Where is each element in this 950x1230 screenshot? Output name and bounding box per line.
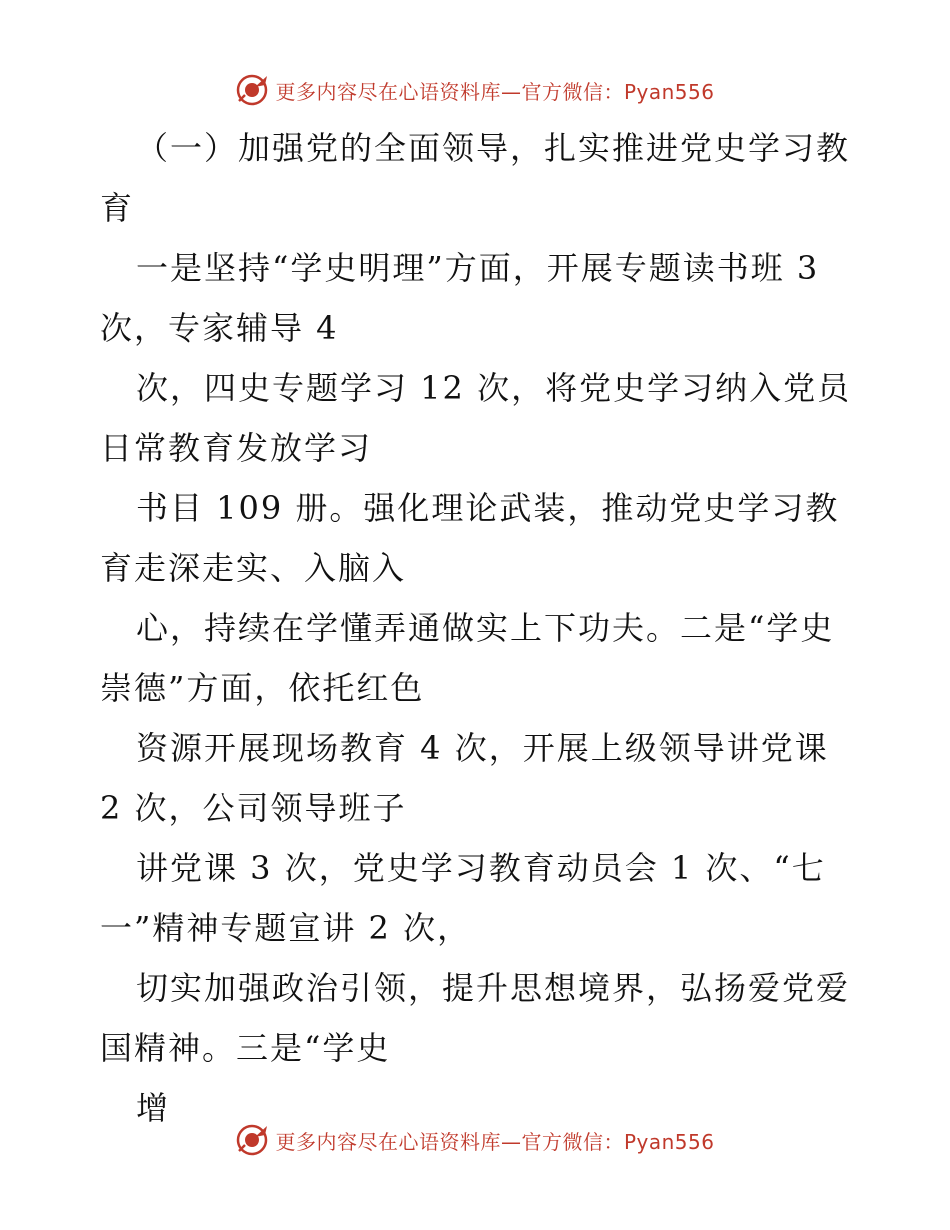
- pen-logo-icon: [235, 73, 269, 107]
- paragraph-line: 增: [136, 1089, 171, 1127]
- paragraph-line: 切实加强政治引领，提升思想境界，弘扬爱党爱国精神。三是“学史: [100, 969, 851, 1067]
- pen-logo-icon: [235, 1123, 269, 1157]
- paragraph-line: 一是坚持“学史明理”方面，开展专题读书班 3 次，专家辅导 4: [100, 249, 832, 347]
- document-body: [100, 118, 860, 1138]
- watermark-text: 更多内容尽在心语资料库—官方微信：Pyan556: [275, 1129, 715, 1154]
- paragraph-line: 资源开展现场教育 4 次，开展上级领导讲党课 2 次，公司领导班子: [100, 729, 841, 827]
- section-heading: （一）加强党的全面领导，扎实推进党史学习教育: [100, 129, 851, 227]
- watermark-text: 更多内容尽在心语资料库—官方微信：Pyan556: [275, 79, 715, 104]
- paragraph-line: 讲党课 3 次，党史学习教育动员会 1 次、“七一”精神专题宣讲 2 次，: [100, 849, 826, 947]
- paragraph-line: 书目 109 册。强化理论武装，推动党史学习教育走深走实、入脑入: [100, 489, 840, 587]
- paragraph-line: 心，持续在学懂弄通做实上下功夫。二是“学史崇德”方面，依托红色: [100, 609, 835, 707]
- footer-watermark: [0, 1120, 950, 1160]
- header-watermark: [0, 70, 950, 110]
- paragraph-line: 次，四史专题学习 12 次，将党史学习纳入党员日常教育发放学习: [100, 369, 852, 467]
